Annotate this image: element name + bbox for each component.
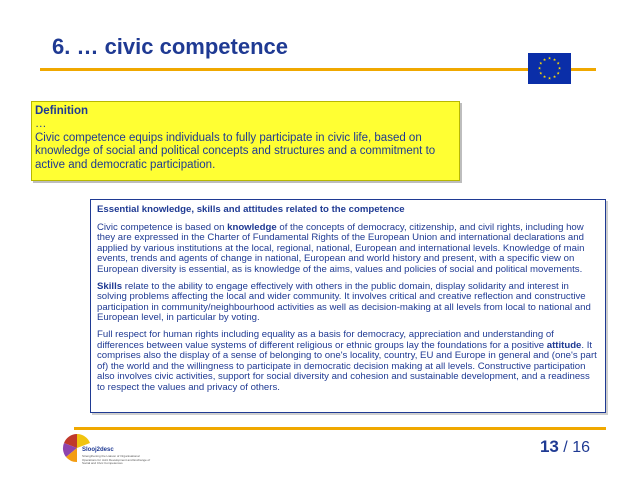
- svg-text:★: ★: [556, 70, 560, 76]
- skills-paragraph: [97, 282, 599, 324]
- knowledge-paragraph: [97, 223, 599, 276]
- svg-text:★: ★: [539, 60, 543, 66]
- svg-text:★: ★: [556, 60, 560, 66]
- page-indicator: [540, 437, 590, 457]
- knowledge-post: of the concepts of democracy, citizenship, and civil rights, including how they are expressed in the Charter of Fundamental Rights of the European Union and international declarations and applied by various institutions at the local, regional, national, European and international levels. Knowledge of main events, trends and agents of change in national, European and world history and present, with a specific view on European diversity is essential, as is knowledge of the aims, values and policies of social and political movements.: [97, 221, 585, 275]
- page-current: 13: [539, 437, 559, 456]
- slide-title: 6. … civic competence: [52, 34, 288, 59]
- definition-text: Civic competence equips individuals to fully participate in civic life, based on knowledge of social and political concepts and structures and a commitment to active and democratic participation.: [35, 131, 436, 171]
- definition-box: [31, 101, 460, 181]
- footer-rule: [74, 427, 606, 430]
- svg-text:★: ★: [552, 74, 557, 80]
- svg-text:★: ★: [542, 74, 547, 80]
- svg-text:★: ★: [547, 55, 552, 61]
- logo-name: Slooj2desc: [82, 447, 114, 453]
- svg-text:★: ★: [552, 56, 557, 62]
- attitude-post: . It comprises also the display of a sense of belonging to one's locality, country, EU and Europe in general and (one's part of) the world and the willingness to participate in democratic decision making at all levels. Constructive participation also involves civic activities, support for social diversity and cohesion and sustainable development, and a readiness to respect the values and privacy of others.: [97, 339, 597, 393]
- svg-text:★: ★: [537, 65, 542, 71]
- svg-text:★: ★: [557, 65, 562, 71]
- skills-keyword: Skills: [97, 280, 123, 292]
- attitude-keyword: attitude: [546, 339, 582, 351]
- svg-text:★: ★: [539, 70, 543, 76]
- page-separator: /: [558, 439, 573, 456]
- attitude-pre: Full respect for human rights including equality as a basis for democracy, appreciation and understanding of differences between value systems of different religious or ethnic groups lay the foundations for a positive: [97, 328, 554, 351]
- attitude-paragraph: [97, 330, 599, 394]
- definition-ellipsis: …: [35, 118, 47, 131]
- eu-flag-icon: [528, 53, 571, 84]
- essential-heading: Essential knowledge, skills and attitudes related to the competence: [97, 204, 405, 215]
- svg-text:★: ★: [547, 75, 552, 81]
- essential-box: [90, 199, 606, 413]
- page-total: 16: [572, 439, 590, 456]
- knowledge-keyword: knowledge: [227, 221, 277, 233]
- svg-text:★: ★: [542, 56, 547, 62]
- knowledge-pre: Civic competence is based on: [97, 221, 228, 233]
- skills-post: relate to the ability to engage effectively with others in the public domain, display solidarity and interest in solving problems affecting the local and wider community. It involves critical and creative reflection and constructive participation in community/neighbourhood activities as well as decision-making at all levels from local to national and European level, in particular by voting.: [97, 280, 591, 324]
- definition-heading: Definition: [35, 105, 89, 117]
- title-underline: [40, 65, 596, 71]
- logo-tagline: Strengthening the Liaison of Organisational Operations for Joint Development and Exchange of Social and Civic Competences: [82, 454, 151, 465]
